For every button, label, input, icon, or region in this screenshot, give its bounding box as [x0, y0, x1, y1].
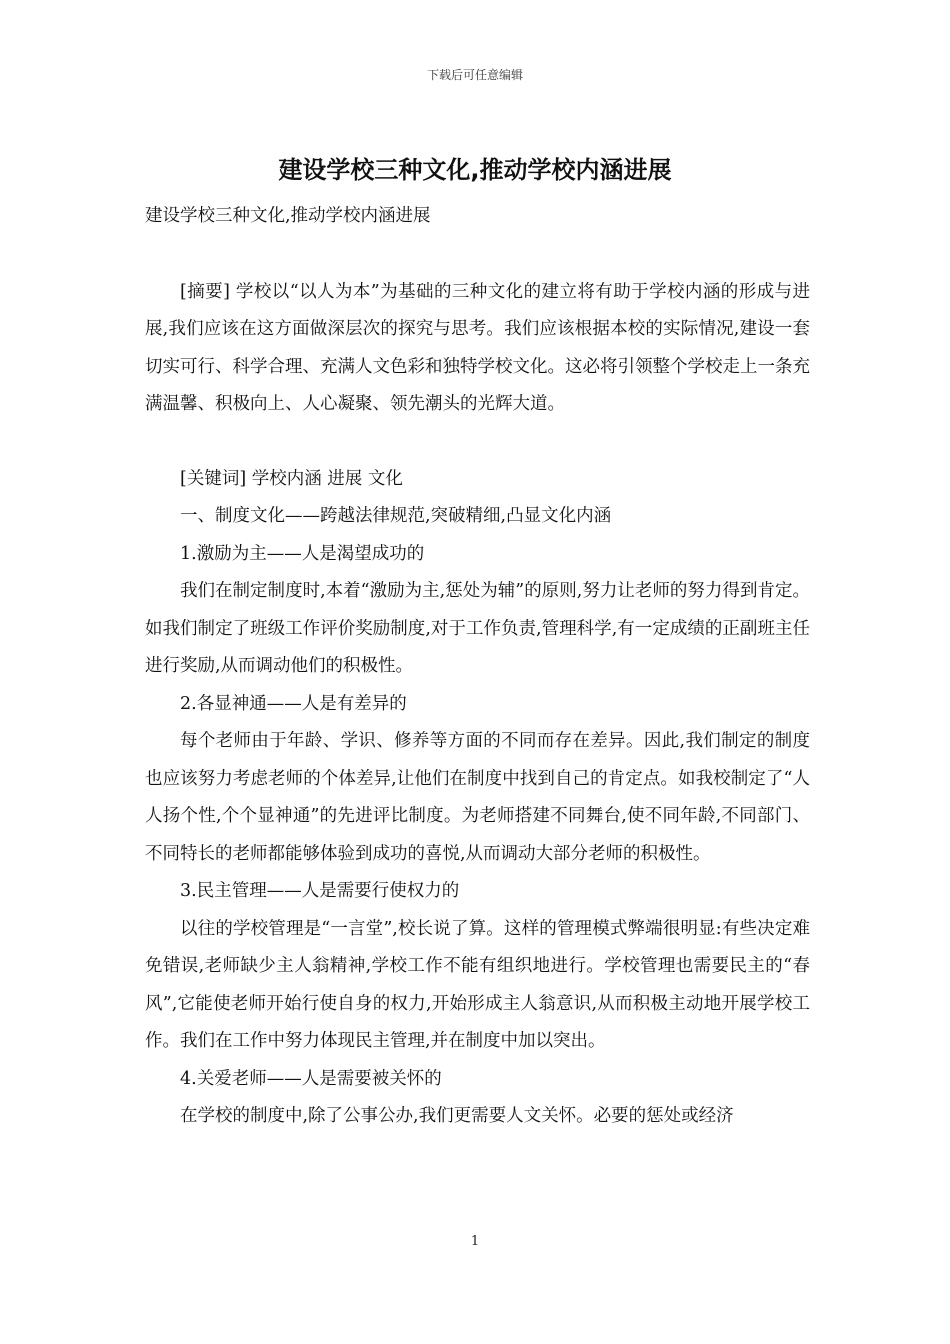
- item-heading-3: 3.民主管理——人是需要行使权力的: [180, 881, 460, 901]
- item-heading-4: 4.关爱老师——人是需要被关怀的: [180, 1068, 442, 1089]
- document-body: [145, 198, 810, 1136]
- item-heading-2: 2.各显神通——人是有差异的: [180, 693, 407, 714]
- keywords-line: [关键词] 学校内涵 进展 文化: [180, 468, 403, 489]
- document-title: 建设学校三种文化,推动学校内涵进展: [278, 156, 672, 184]
- header-note: 下载后可任意编辑: [426, 68, 523, 82]
- abstract-paragraph: [摘要] 学校以“以人为本”为基础的三种文化的建立将有助于学校内涵的形成与进展,我们应该在这方面做深层次的探究与思考。我们应该根据本校的实际情况,建设一套切实可行、科学合理、充满人文色彩和独特学校文化。这必将引领整个学校走上一条充满温馨、积极向上、人心凝聚、领先潮头的光辉大道。: [145, 281, 810, 414]
- item-heading-1: 1.激励为主——人是渴望成功的: [180, 543, 425, 564]
- page-number: 1: [470, 1234, 480, 1249]
- item-body-2: 每个老师由于年龄、学识、修养等方面的不同而存在差异。因此,我们制定的制度也应该努力考虑老师的个体差异,让他们在制度中找到自己的肯定点。如我校制定了“人人扬个性,个个显神通”的先进评比制度。为老师搭建不同舞台,使不同年龄,不同部门、不同特长的老师都能够体验到成功的喜悦,从而调动大部分老师的积极性。: [145, 731, 810, 864]
- item-body-1: 我们在制定制度时,本着“激励为主,惩处为辅”的原则,努力让老师的努力得到肯定。如我们制定了班级工作评价奖励制度,对于工作负责,管理科学,有一定成绩的正副班主任进行奖励,从而调动他们的积极性。: [145, 581, 810, 676]
- item-body-3: 以往的学校管理是“一言堂”,校长说了算。这样的管理模式弊端很明显:有些决定难免错误,老师缺少主人翁精神,学校工作不能有组织地进行。学校管理也需要民主的“春风”,它能使老师开始行使自身的权力,开始形成主人翁意识,从而积极主动地开展学校工作。我们在工作中努力体现民主管理,并在制度中加以突出。: [145, 918, 810, 1051]
- section-heading: 一、制度文化——跨越法律规范,突破精细,凸显文化内涵: [180, 506, 612, 526]
- subtitle: 建设学校三种文化,推动学校内涵进展: [145, 206, 431, 226]
- item-body-4: 在学校的制度中,除了公事公办,我们更需要人文关怀。必要的惩处或经济: [180, 1106, 734, 1126]
